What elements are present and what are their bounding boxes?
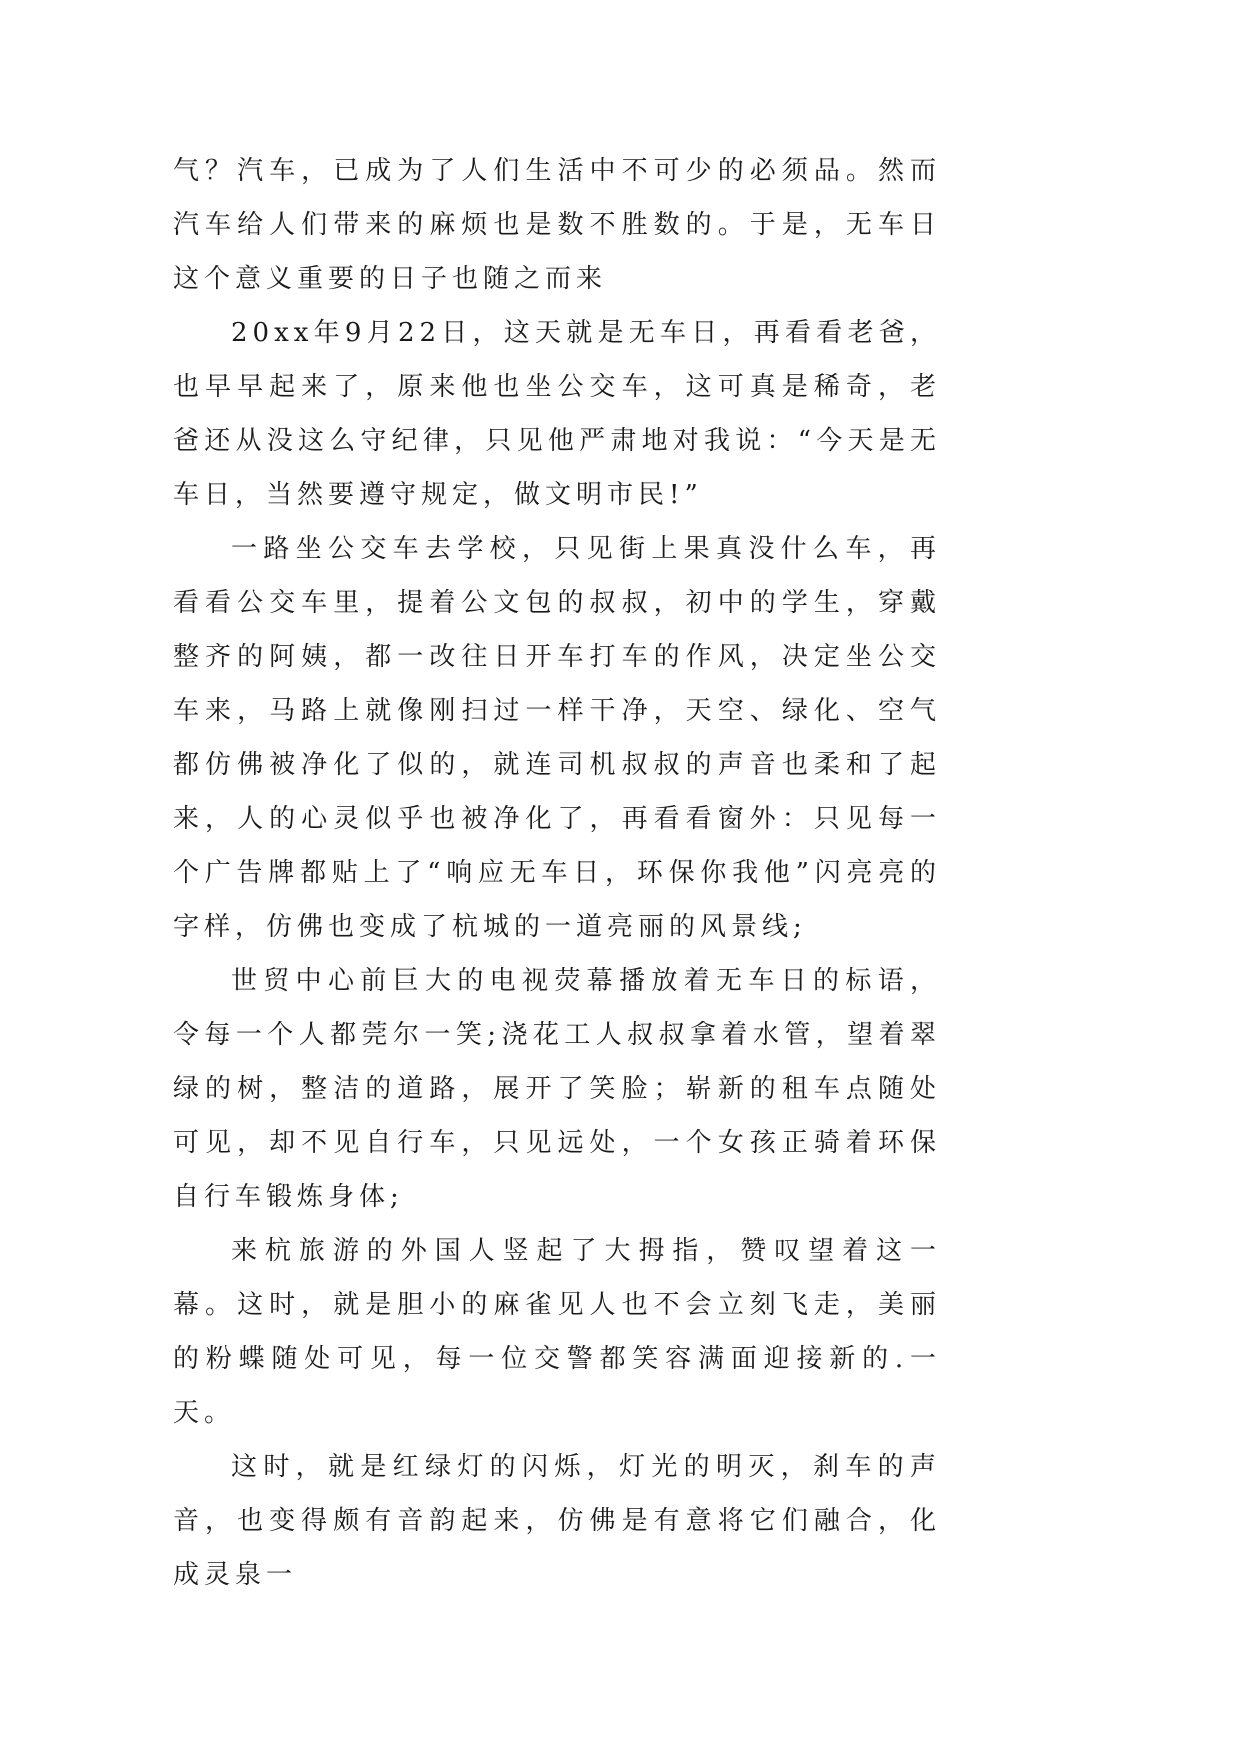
paragraph-no-car-day-date: 20xx年9月22日，这天就是无车日，再看看老爸，也早早起来了，原来他也坐公交车，这可真是稀奇，老爸还从没这么守纪律，只见他严肃地对我说：“今天是无车日，当然要遵守规定，做文明市民!” [173, 318, 941, 510]
document-body [173, 144, 941, 1602]
paragraph-world-trade-center: 世贸中心前巨大的电视荧幕播放着无车日的标语，令每一个人都莞尔一笑;浇花工人叔叔拿着水管，望着翠绿的树，整洁的道路，展开了笑脸；崭新的租车点随处可见，却不见自行车，只见远处，一个女孩正骑着环保自行车锻炼身体; [173, 966, 941, 1212]
paragraph-foreign-tourists: 来杭旅游的外国人竖起了大拇指，赞叹望着这一幕。这时，就是胆小的麻雀见人也不会立刻飞走，美丽的粉蝶随处可见，每一位交警都笑容满面迎接新的.一天。 [173, 1236, 941, 1428]
paragraph-bus-to-school: 一路坐公交车去学校，只见街上果真没什么车，再看看公交车里，提着公文包的叔叔，初中的学生，穿戴整齐的阿姨，都一改往日开车打车的作风，决定坐公交车来，马路上就像刚扫过一样干净，天空、绿化、空气都仿佛被净化了似的，就连司机叔叔的声音也柔和了起来，人的心灵似乎也被净化了，再看看窗外：只见每一个广告牌都贴上了“响应无车日，环保你我他”闪亮亮的字样，仿佛也变成了杭城的一道亮丽的风景线; [173, 534, 941, 942]
paragraph-traffic-lights: 这时，就是红绿灯的闪烁，灯光的明灭，刹车的声音，也变得颇有音韵起来，仿佛是有意将它们融合，化成灵泉一 [173, 1452, 941, 1590]
paragraph-continuation: 气？汽车，已成为了人们生活中不可少的必须品。然而汽车给人们带来的麻烦也是数不胜数的。于是，无车日这个意义重要的日子也随之而来 [173, 156, 941, 294]
